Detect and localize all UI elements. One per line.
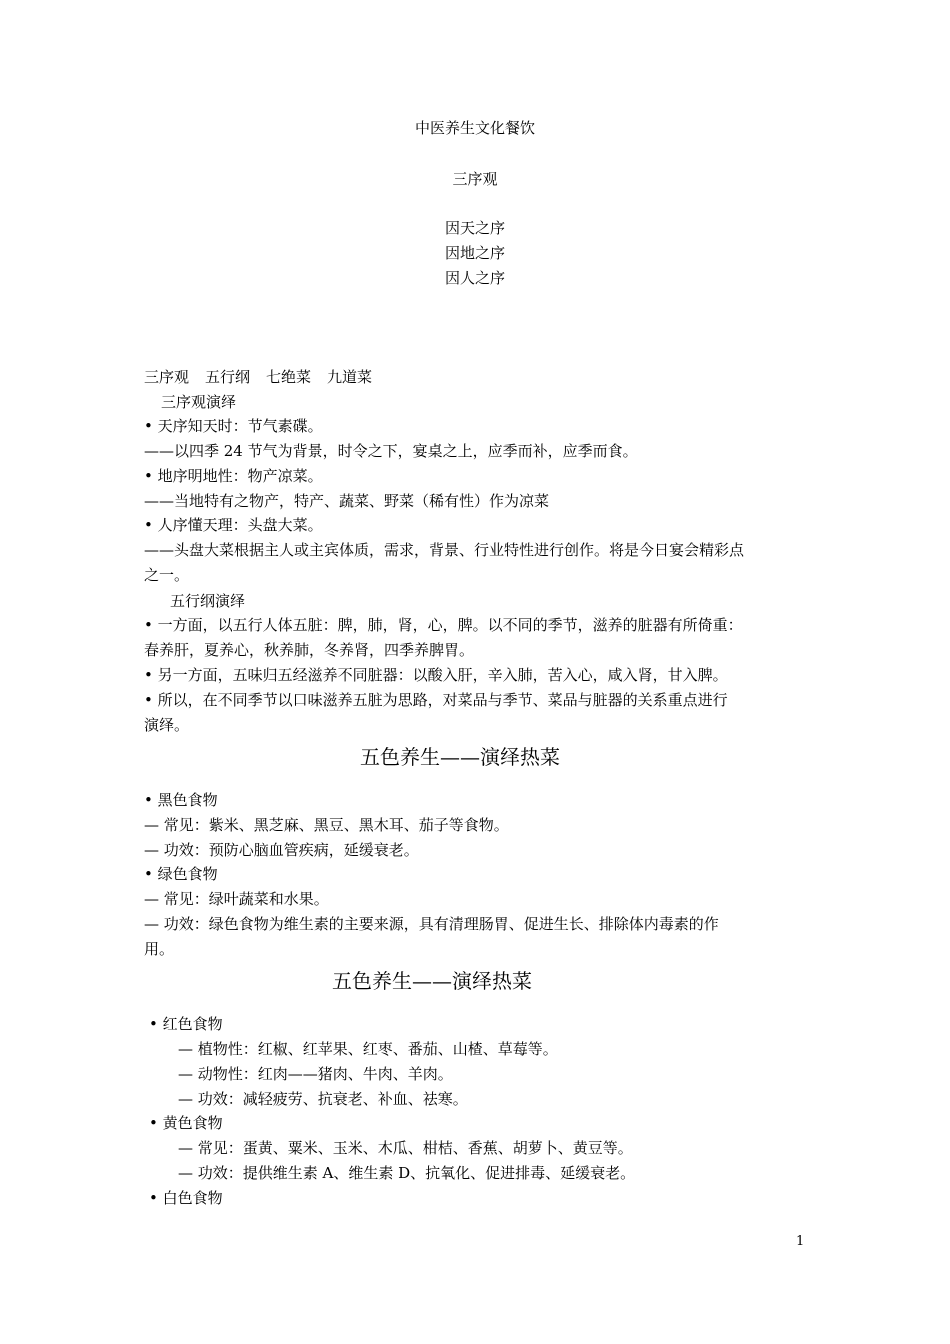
bullet-item: • 另一方面，五味归五经滋养不同脏器：以酸入肝，辛入肺，苦入心，咸入肾，甘入脾。 bbox=[144, 666, 728, 684]
bullet-item: • 所以，在不同季节以口味滋养五脏为思路，对菜品与季节、菜品与脏器的关系重点进行 bbox=[144, 691, 728, 709]
sub-item: — 常见：蛋黄、粟米、玉米、木瓜、柑桔、香蕉、胡萝卜、黄豆等。 bbox=[178, 1139, 633, 1157]
bullet-item: • 天序知天时：节气素碟。 bbox=[144, 417, 323, 435]
sub-item: — 功效：减轻疲劳、抗衰老、补血、祛寒。 bbox=[178, 1090, 468, 1108]
sub-item: — 功效：预防心脑血管疾病，延缓衰老。 bbox=[144, 841, 419, 859]
bullet-item: • 黄色食物 bbox=[149, 1114, 223, 1132]
bullet-item: • 绿色食物 bbox=[144, 865, 218, 883]
document-title: 中医养生文化餐饮 bbox=[414, 119, 535, 137]
sequence-item: 因地之序 bbox=[444, 244, 505, 262]
sub-item: — 常见：绿叶蔬菜和水果。 bbox=[144, 890, 329, 908]
description-line: ——以四季 24 节气为背景，时令之下，宴桌之上，应季而补，应季而食。 bbox=[144, 442, 638, 460]
bullet-item: • 人序懂天理：头盘大菜。 bbox=[144, 516, 323, 534]
section-title: 三序观演绎 bbox=[161, 393, 237, 411]
page-number: 1 bbox=[796, 1234, 805, 1249]
overview-item: 五行纲 bbox=[205, 368, 251, 386]
bullet-item: • 地序明地性：物产凉菜。 bbox=[144, 467, 323, 485]
bullet-continuation: 演绎。 bbox=[144, 716, 190, 734]
bullet-item: • 红色食物 bbox=[149, 1015, 223, 1033]
section-heading: 五色养生——演绎热菜 bbox=[332, 969, 532, 993]
overview-item: 三序观 bbox=[144, 368, 190, 386]
sub-item: — 功效：提供维生素 A、维生素 D、抗氧化、促进排毒、延缓衰老。 bbox=[178, 1164, 636, 1182]
overview-item: 七绝菜 bbox=[266, 368, 312, 386]
sub-item-continuation: 用。 bbox=[144, 940, 175, 958]
description-line: ——头盘大菜根据主人或主宾体质，需求，背景、行业特性进行创作。将是今日宴会精彩点 bbox=[144, 541, 745, 559]
bullet-item: • 一方面，以五行人体五脏：脾，肺，肾，心，脾。以不同的季节，滋养的脏器有所倚重： bbox=[144, 616, 743, 634]
sub-item: — 功效：绿色食物为维生素的主要来源，具有清理肠胃、促进生长、排除体内毒素的作 bbox=[144, 915, 719, 933]
description-line: ——当地特有之物产，特产、蔬菜、野菜（稀有性）作为凉菜 bbox=[144, 492, 550, 510]
sub-item: — 动物性：红肉——猪肉、牛肉、羊肉。 bbox=[178, 1065, 453, 1083]
section-title: 五行纲演绎 bbox=[170, 592, 246, 610]
bullet-item: • 白色食物 bbox=[149, 1189, 223, 1207]
section-heading: 五色养生——演绎热菜 bbox=[360, 745, 560, 769]
sequence-item: 因天之序 bbox=[444, 219, 505, 237]
overview-line bbox=[144, 367, 372, 387]
description-line: 之一。 bbox=[144, 566, 190, 584]
sub-item: — 植物性：红椒、红苹果、红枣、番茄、山楂、草莓等。 bbox=[178, 1040, 558, 1058]
bullet-item: • 黑色食物 bbox=[144, 791, 218, 809]
sub-item: — 常见：紫米、黑芝麻、黑豆、黑木耳、茄子等食物。 bbox=[144, 816, 509, 834]
subtitle: 三序观 bbox=[452, 170, 498, 188]
bullet-continuation: 春养肝，夏养心，秋养肺，冬养肾，四季养脾胃。 bbox=[144, 641, 475, 659]
sequence-item: 因人之序 bbox=[444, 269, 505, 287]
overview-item: 九道菜 bbox=[327, 368, 373, 386]
